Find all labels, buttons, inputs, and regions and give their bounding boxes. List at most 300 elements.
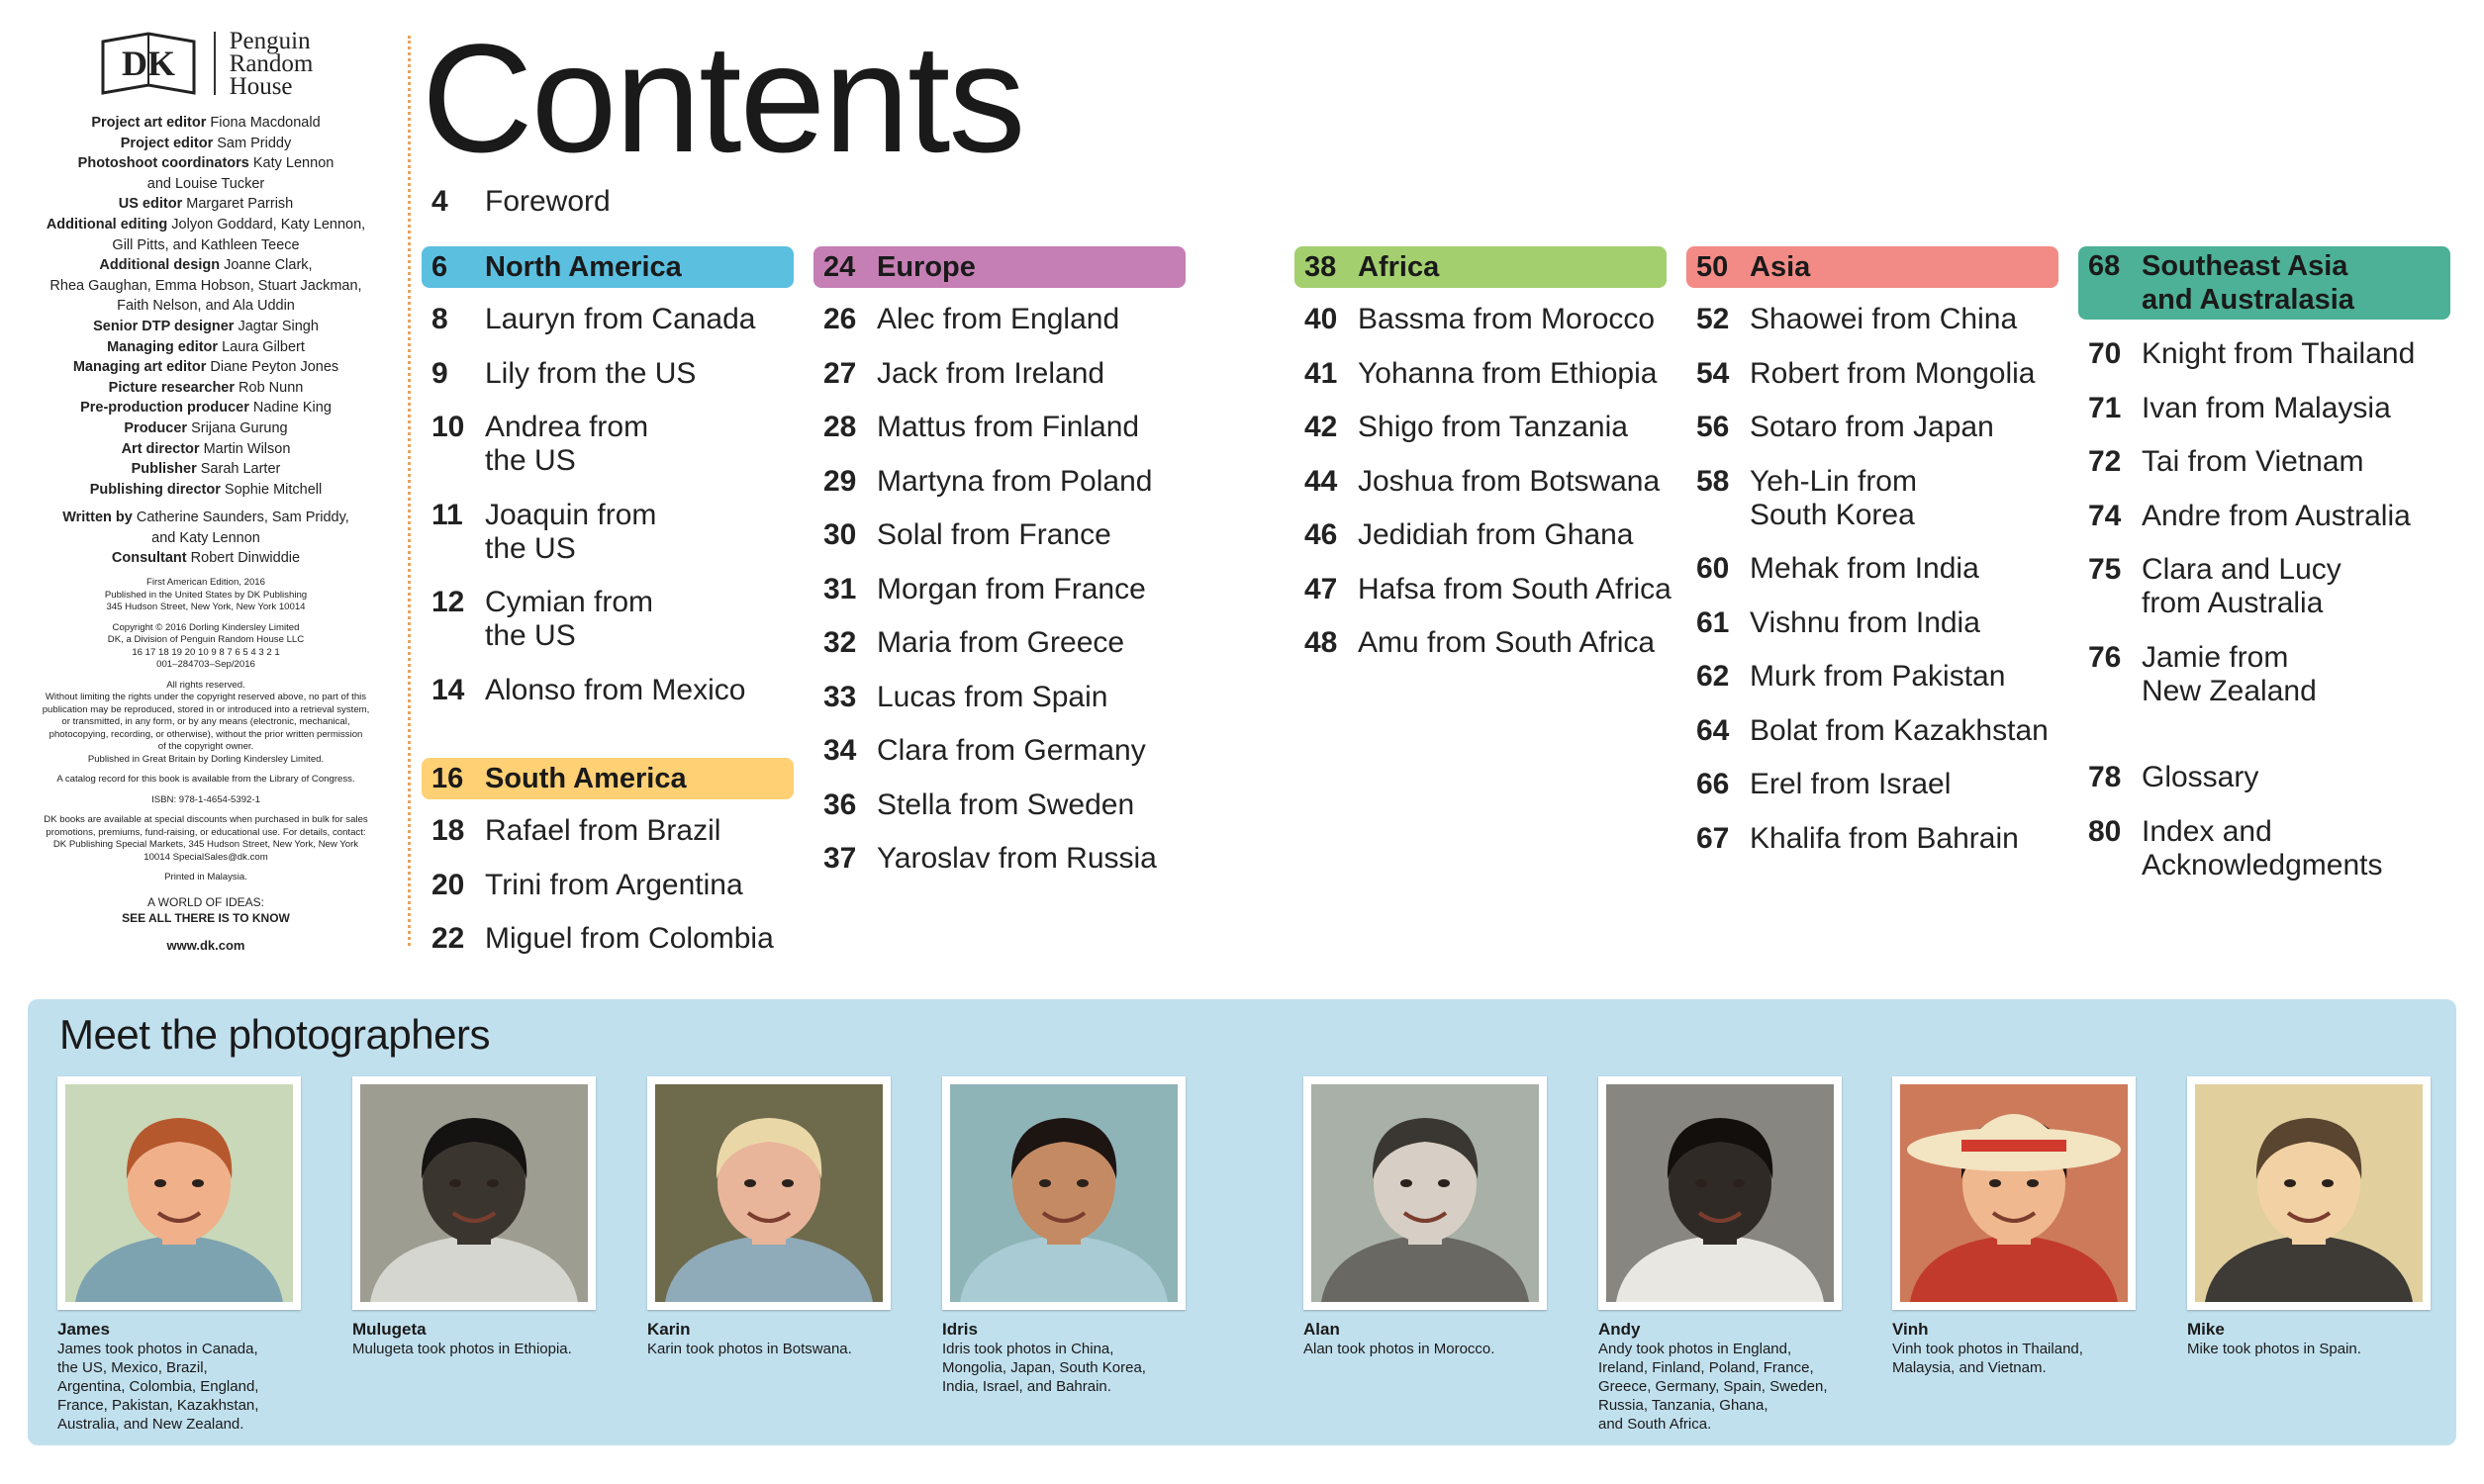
toc-entry-text (2142, 761, 2258, 794)
toc-line: Yohanna from Ethiopia (1358, 356, 1658, 390)
toc-entry-text (1750, 357, 2035, 391)
toc-entry-text (485, 357, 696, 391)
toc-page-number: 75 (2088, 553, 2122, 586)
toc-page-number: 72 (2088, 445, 2122, 478)
credit-line (18, 174, 394, 195)
photographer-card (1892, 1076, 2136, 1377)
toc-page-number: 36 (823, 788, 857, 821)
toc-entry-text (2142, 337, 2415, 371)
credit-names: Catherine Saunders, Sam Priddy, (136, 510, 349, 526)
toc-entry-text (485, 411, 648, 478)
toc-page-number: 26 (823, 303, 857, 335)
note-line: DK books are available at special discounts when purchased in bulk for sales (44, 814, 368, 826)
credit-role: Art director (121, 440, 200, 457)
section-page-number: 68 (2088, 250, 2121, 282)
credit-names: Sarah Larter (200, 461, 281, 478)
toc-line: Trini from Argentina (485, 868, 743, 901)
credit-line (18, 480, 394, 501)
credit-names: Jolyon Goddard, Katy Lennon, (171, 216, 366, 232)
toc-entry-text (1750, 411, 1994, 444)
toc-page-number: 71 (2088, 391, 2122, 424)
toc-entry-text (1358, 626, 1655, 660)
credit-line (18, 508, 394, 528)
photographer-name: Vinh (1892, 1320, 1929, 1339)
toc-entry-text (485, 586, 653, 653)
credit-role: Producer (124, 419, 188, 436)
section-north-america[interactable] (422, 246, 794, 288)
toc-entry-text (1358, 518, 1634, 552)
toc-line: Clara and Lucy (2142, 553, 2341, 586)
section-page-number: 38 (1304, 250, 1337, 283)
section-southeast-asia[interactable] (2078, 246, 2450, 320)
toc-line: Lucas from Spain (877, 680, 1108, 713)
description-line: Mulugeta took photos in Ethiopia. (352, 1341, 572, 1357)
toc-page-number: 54 (1696, 356, 1730, 390)
photographer-description (1892, 1340, 2136, 1377)
photographer-name: Mulugeta (352, 1320, 427, 1339)
toc-entry-text (1750, 465, 1917, 532)
credit-line (18, 134, 394, 154)
imprint-column (18, 28, 394, 953)
toc-page-number: 40 (1304, 303, 1338, 335)
credit-line (18, 439, 394, 460)
publisher-logo (18, 28, 394, 99)
section-page-number: 50 (1696, 250, 1729, 283)
toc-entry-text (877, 518, 1111, 552)
credit-role: Managing art editor (72, 359, 207, 376)
credit-names: Diane Peyton Jones (210, 359, 339, 376)
photographer-photo-frame (1892, 1076, 2136, 1310)
note-line: 10014 SpecialSales@dk.com (143, 851, 268, 863)
toc-line: the US (485, 531, 576, 565)
toc-entry-text (877, 681, 1107, 714)
photographer-name: James (57, 1320, 110, 1339)
toc-page-number: 78 (2088, 761, 2122, 793)
toc-page-number: 28 (823, 411, 857, 443)
photographer-photo-frame (352, 1076, 596, 1310)
photographer-name: Mike (2187, 1320, 2225, 1339)
toc-line: Sotaro from Japan (1750, 411, 1994, 443)
toc-line: Yaroslav from Russia (877, 842, 1157, 875)
toc-entry-text (1358, 573, 1672, 606)
page-title: Contents (422, 13, 1024, 185)
credit-names: Srijana Gurung (191, 419, 288, 436)
photographer-description (2187, 1340, 2431, 1358)
note-line: Copyright © 2016 Dorling Kindersley Limited (112, 621, 300, 633)
credit-line (18, 194, 394, 215)
photographer-card (1598, 1076, 1842, 1434)
photographer-card (647, 1076, 891, 1358)
toc-page-number: 46 (1304, 518, 1338, 551)
toc-page-number: 33 (823, 680, 857, 713)
photographer-name: Idris (942, 1320, 978, 1339)
toc-line: the US (485, 444, 576, 477)
toc-entry-text (485, 922, 774, 956)
toc-page-number: 22 (431, 922, 465, 955)
toc-line: Lauryn from Canada (485, 303, 756, 335)
photographer-photo-frame (1598, 1076, 1842, 1310)
toc-line: Solal from France (877, 518, 1111, 551)
toc-line: Amu from South Africa (1358, 626, 1656, 659)
toc-page-number: 11 (431, 498, 463, 531)
printed-note: Printed in Malaysia. (164, 872, 247, 883)
note-line: or transmitted, in any form, or by any means (electronic, mechanical, (61, 716, 350, 728)
credit-line (18, 459, 394, 480)
section-title: North America (485, 250, 682, 283)
toc-line: Joaquin from (485, 498, 657, 531)
note-line: 001–284703–Sep/2016 (156, 659, 255, 671)
toc-page-number: 64 (1696, 713, 1730, 747)
toc-page-number: 76 (2088, 640, 2122, 674)
dotted-divider (408, 36, 411, 946)
toc-line: Cymian from (485, 586, 654, 618)
toc-line: Tai from Vietnam (2142, 445, 2364, 478)
photographer-description (942, 1340, 1186, 1396)
toc-page-number: 52 (1696, 303, 1730, 335)
toc-page-number: 70 (2088, 337, 2122, 370)
toc-page-number: 42 (1304, 411, 1338, 443)
toc-entry-text (1750, 822, 2019, 856)
toc-page-number: 60 (1696, 552, 1730, 585)
photographer-photo-frame (942, 1076, 1186, 1310)
section-asia[interactable] (1686, 246, 2058, 288)
toc-line: Mattus from Finland (877, 411, 1140, 443)
portrait-photo-icon (655, 1084, 883, 1302)
toc-entry-text (2142, 392, 2391, 425)
section-title (2142, 249, 2354, 317)
toc-page-number: 44 (1304, 464, 1338, 498)
credit-line (18, 153, 394, 174)
section-south-america[interactable] (422, 758, 794, 799)
credit-line (18, 528, 394, 549)
credit-names: Sam Priddy (217, 135, 292, 151)
toc-entry-text (2142, 553, 2341, 620)
description-line: Russia, Tanzania, Ghana, (1598, 1397, 1768, 1414)
description-line: Karin took photos in Botswana. (647, 1341, 852, 1357)
photographer-card (1303, 1076, 1547, 1358)
credit-role: Senior DTP designer (93, 318, 235, 334)
section-title-line: and Australasia (2142, 284, 2354, 316)
toc-line: Erel from Israel (1750, 768, 1952, 800)
toc-line: Rafael from Brazil (485, 814, 721, 847)
credit-names: Faith Nelson, and Ala Uddin (117, 298, 295, 315)
toc-page-number: 47 (1304, 572, 1338, 605)
section-title-line: Southeast Asia (2142, 250, 2348, 282)
toc-entry-text (485, 303, 756, 336)
toc-page-number: 30 (823, 518, 857, 551)
toc-entry-text (877, 357, 1104, 391)
toc-entry-text (2142, 445, 2364, 479)
toc-line: Bassma from Morocco (1358, 303, 1656, 335)
note-line: DK Publishing Special Markets, 345 Hudson Street, New York, New York (52, 839, 359, 851)
toc-entry-text (485, 499, 656, 566)
credit-line (18, 357, 394, 378)
prh-wordmark: Penguin Random House (229, 27, 314, 100)
toc-line: the US (485, 619, 576, 652)
toc-page-number: 18 (431, 814, 465, 847)
section-africa[interactable] (1294, 246, 1667, 288)
photographer-card (57, 1076, 301, 1434)
toc-entry-text (877, 788, 1134, 822)
toc-page-number: 56 (1696, 411, 1730, 443)
toc-entry-text (877, 303, 1119, 336)
toc-page-number: 41 (1304, 356, 1338, 390)
toc-entry-text (877, 411, 1139, 444)
credit-line (18, 317, 394, 337)
edition-note (18, 577, 394, 614)
toc-line: Martyna from Poland (877, 464, 1153, 498)
credit-names: Sophie Mitchell (224, 481, 323, 498)
credit-line (18, 296, 394, 317)
dk-logo-icon (99, 28, 198, 99)
photographer-card (2187, 1076, 2431, 1358)
note-line: First American Edition, 2016 (146, 577, 265, 589)
note-line: All rights reserved. (166, 679, 245, 691)
photographer-name: Andy (1598, 1320, 1641, 1339)
section-page-number: 6 (431, 250, 448, 283)
toc-entry-text: Foreword (485, 185, 611, 218)
section-title: Asia (1750, 250, 1811, 283)
photographer-description (352, 1340, 596, 1358)
toc-entry-text (877, 734, 1146, 768)
section-europe[interactable] (813, 246, 1186, 288)
description-line: Greece, Germany, Spain, Sweden, (1598, 1378, 1828, 1395)
note-line: of the copyright owner. (157, 741, 254, 753)
toc-line: Jamie from (2142, 640, 2289, 674)
toc-entry-text (1358, 303, 1655, 336)
portrait-photo-icon (2195, 1084, 2423, 1302)
toc-line: Hafsa from South Africa (1358, 572, 1672, 605)
note-line: photocopying, recording, or otherwise), without the prior written permission (48, 728, 363, 740)
toc-page-number: 62 (1696, 660, 1730, 693)
note-line: publication may be reproduced, stored in or introduced into a retrieval system, (42, 703, 370, 715)
note-line: Without limiting the rights under the copyright reserved above, no part of this (45, 692, 367, 703)
photographer-name: Karin (647, 1320, 691, 1339)
credit-line (18, 113, 394, 134)
section-page-number: 24 (823, 250, 856, 283)
toc-page-number: 61 (1696, 605, 1730, 639)
toc-line: South Korea (1750, 498, 1915, 531)
photographer-photo-frame (1303, 1076, 1547, 1310)
toc-line: Khalifa from Bahrain (1750, 821, 2019, 855)
photographer-card (942, 1076, 1186, 1396)
toc-line: Robert from Mongolia (1750, 356, 2036, 390)
toc-page-number: 20 (431, 868, 465, 901)
credit-role: Additional editing (46, 216, 168, 232)
rights-note (18, 680, 394, 767)
portrait-photo-icon (65, 1084, 293, 1302)
description-line: Alan took photos in Morocco. (1303, 1341, 1495, 1357)
credit-role: Photoshoot coordinators (77, 155, 249, 172)
toc-page-number: 58 (1696, 464, 1730, 498)
credit-names: Katy Lennon (252, 155, 334, 172)
world-of-ideas: A WORLD OF IDEAS: SEE ALL THERE IS TO KNOW (122, 894, 290, 925)
toc-entry-text (1358, 357, 1657, 391)
portrait-photo-icon (360, 1084, 588, 1302)
toc-line: Maria from Greece (877, 626, 1125, 659)
credit-names: Rhea Gaughan, Emma Hobson, Stuart Jackman, (49, 277, 362, 294)
note-line: promotions, premiums, fund-raising, or educational use. For details, contact: (46, 826, 366, 838)
credit-names: Margaret Parrish (186, 196, 294, 213)
toc-line: Joshua from Botswana (1358, 464, 1661, 498)
description-line: India, Israel, and Bahrain. (942, 1378, 1111, 1395)
toc-page-number: 37 (823, 842, 857, 875)
credit-line (18, 378, 394, 399)
toc-entry-text (1750, 660, 2005, 694)
photographer-photo-frame (57, 1076, 301, 1310)
toc-entry-text (1750, 714, 2049, 748)
description-line: Australia, and New Zealand. (57, 1416, 244, 1433)
credit-names: Fiona Macdonald (210, 115, 321, 131)
note-line: DK, a Division of Penguin Random House LLC (107, 634, 305, 646)
description-line: Malaysia, and Vietnam. (1892, 1359, 2047, 1376)
toc-page-number: 34 (823, 734, 857, 767)
toc-entry-text (877, 626, 1124, 660)
credit-names: Martin Wilson (203, 440, 291, 457)
toc-page-number: 80 (2088, 814, 2122, 848)
toc-line: Stella from Sweden (877, 788, 1135, 821)
toc-line: Lily from the US (485, 356, 697, 390)
toc-page-number: 29 (823, 464, 857, 498)
section-page-number: 16 (431, 762, 464, 794)
toc-line: Acknowledgments (2142, 848, 2383, 881)
toc-line: Yeh-Lin from (1750, 464, 1917, 498)
note-line: 345 Hudson Street, New York, New York 10014 (106, 602, 306, 613)
photographer-photo-frame (647, 1076, 891, 1310)
credit-names: and Louise Tucker (146, 175, 265, 192)
toc-line: New Zealand (2142, 674, 2317, 707)
toc-line: Bolat from Kazakhstan (1750, 713, 2049, 747)
toc-line: Alonso from Mexico (485, 673, 746, 706)
toc-line: Jedidiah from Ghana (1358, 518, 1634, 551)
toc-entry-text (1750, 606, 1980, 640)
toc-entry-text (2142, 641, 2317, 708)
credit-names: Joanne Clark, (224, 257, 313, 274)
toc-line: Alec from England (877, 303, 1120, 335)
toc-entry-text (1750, 303, 2017, 336)
portrait-photo-icon (1900, 1084, 2128, 1302)
photographer-description (1303, 1340, 1547, 1358)
toc-page-number: 48 (1304, 626, 1338, 659)
photographers-panel (28, 999, 2456, 1445)
credit-line (18, 548, 394, 569)
credit-names: Jagtar Singh (238, 318, 319, 334)
toc-line: Miguel from Colombia (485, 922, 774, 955)
description-line: Argentina, Colombia, England, (57, 1378, 259, 1395)
credit-names: Robert Dinwiddie (190, 550, 301, 567)
logo-divider (214, 32, 216, 95)
credit-role: Publishing director (89, 481, 221, 498)
credit-role: Managing editor (107, 338, 219, 355)
toc-entry-text (877, 842, 1157, 876)
photographers-title: Meet the photographers (59, 1011, 490, 1058)
toc-entry-text (2142, 815, 2382, 882)
credit-line (18, 235, 394, 256)
credit-line (18, 255, 394, 276)
toc-page-number: 14 (431, 673, 465, 706)
description-line: Vinh took photos in Thailand, (1892, 1341, 2083, 1357)
toc-page-number: 8 (431, 303, 448, 335)
toc-line: Index and (2142, 814, 2272, 848)
description-line: James took photos in Canada, (57, 1341, 258, 1357)
credit-role: Pre-production producer (80, 400, 249, 417)
toc-page-number: 12 (431, 586, 465, 618)
catalog-note: A catalog record for this book is available from the Library of Congress. (56, 774, 355, 786)
toc-line: Andre from Australia (2142, 499, 2411, 532)
toc-page-number: 9 (431, 356, 448, 390)
credit-role: Written by (62, 510, 133, 526)
note-line: Published in the United States by DK Publishing (104, 589, 308, 601)
toc-line: Shaowei from China (1750, 303, 2018, 335)
photographer-description (57, 1340, 301, 1434)
toc-line: Vishnu from India (1750, 605, 1980, 639)
toc-line: from Australia (2142, 587, 2324, 619)
description-line: and South Africa. (1598, 1416, 1712, 1433)
toc-page-number: 74 (2088, 499, 2122, 532)
description-line: Mongolia, Japan, South Korea, (942, 1359, 1146, 1376)
toc-line: Andrea from (485, 411, 649, 443)
website-link[interactable]: www.dk.com (166, 937, 245, 953)
toc-entry-text (877, 465, 1152, 499)
author-credits (18, 508, 394, 569)
credit-line (18, 215, 394, 235)
toc-page-number: 66 (1696, 768, 1730, 800)
toc-entry-text (485, 814, 720, 848)
toc-entry-text (485, 674, 745, 707)
toc-entry-text (485, 869, 743, 902)
isbn: ISBN: 978-1-4654-5392-1 (151, 793, 260, 805)
toc-line: Glossary (2142, 761, 2259, 793)
photographer-description (1598, 1340, 1842, 1434)
toc-entry-text (1358, 465, 1660, 499)
note-line: 16 17 18 19 20 10 9 8 7 6 5 4 3 2 1 (132, 646, 280, 658)
photographer-description (647, 1340, 891, 1358)
toc-entry-text (1358, 411, 1628, 444)
toc-page-number: 31 (823, 572, 857, 605)
credit-line (18, 276, 394, 297)
toc-page-number: 4 (431, 185, 448, 218)
description-line: Idris took photos in China, (942, 1341, 1114, 1357)
toc-page-number: 10 (431, 411, 465, 443)
credit-line (18, 337, 394, 358)
toc-entry-text (1750, 768, 1951, 801)
toc-entry-text (2142, 500, 2411, 533)
credit-names: Laura Gilbert (222, 338, 305, 355)
description-line: the US, Mexico, Brazil, (57, 1359, 208, 1376)
toc-page-number: 27 (823, 356, 857, 390)
credit-role: Project art editor (91, 115, 207, 131)
description-line: Mike took photos in Spain. (2187, 1341, 2361, 1357)
sales-note (18, 814, 394, 864)
portrait-photo-icon (1606, 1084, 1834, 1302)
credit-role: Publisher (131, 461, 197, 478)
toc-page-number: 67 (1696, 821, 1730, 855)
description-line: France, Pakistan, Kazakhstan, (57, 1397, 259, 1414)
section-title: South America (485, 762, 687, 794)
photographer-card (352, 1076, 596, 1358)
credit-line (18, 398, 394, 418)
toc-entry-text (1750, 552, 1979, 586)
toc-line: Morgan from France (877, 572, 1146, 605)
toc-entry-text (877, 573, 1146, 606)
description-line: Andy took photos in England, (1598, 1341, 1792, 1357)
photographer-photo-frame (2187, 1076, 2431, 1310)
toc-line: Jack from Ireland (877, 356, 1105, 390)
photographer-name: Alan (1303, 1320, 1340, 1339)
description-line: Ireland, Finland, Poland, France, (1598, 1359, 1814, 1376)
copyright-note (18, 622, 394, 672)
credit-names: and Katy Lennon (151, 529, 260, 546)
